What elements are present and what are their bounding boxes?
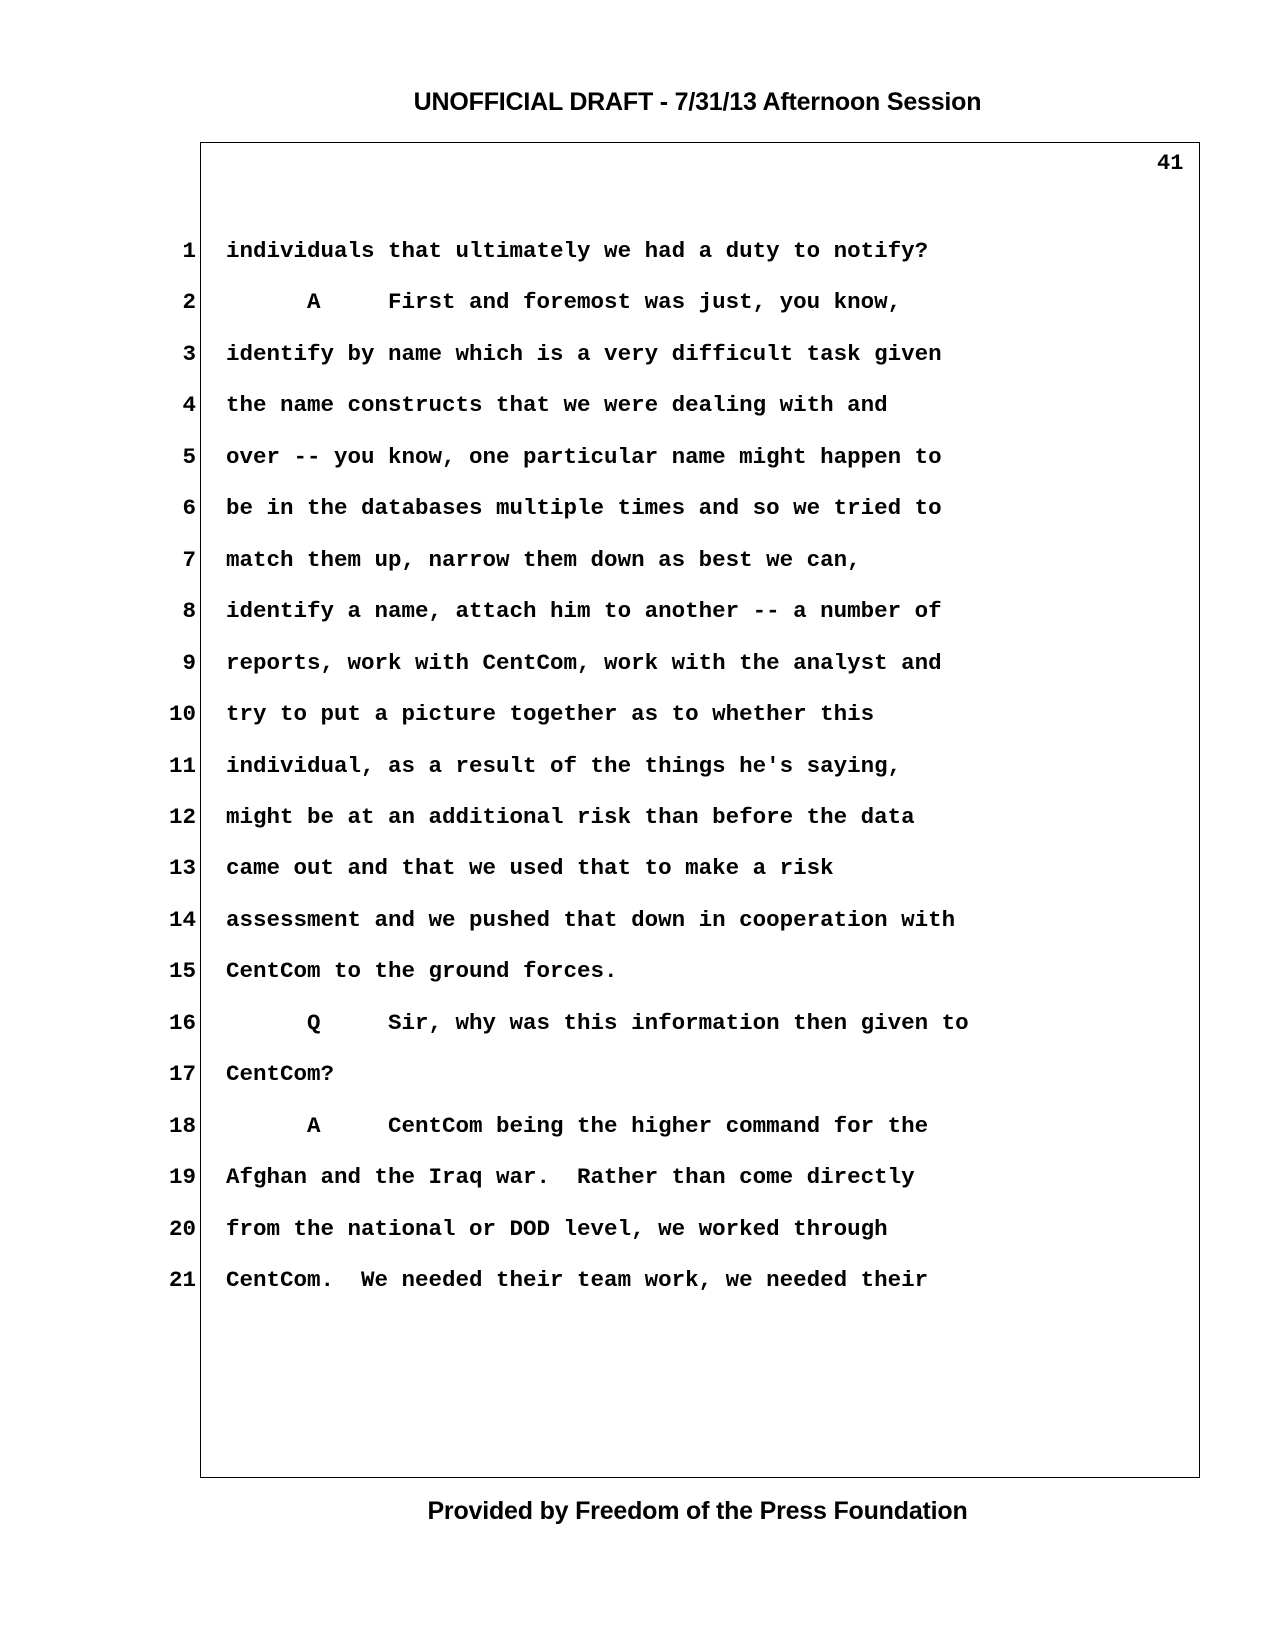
transcript-line	[0, 741, 1275, 791]
page-number: 41	[1157, 151, 1184, 176]
line-number: 10	[168, 701, 196, 728]
line-number: 15	[168, 958, 196, 985]
line-text: reports, work with CentCom, work with the analyst and	[226, 649, 942, 676]
line-text: A CentCom being the higher command for the	[226, 1112, 929, 1139]
line-number: 7	[182, 546, 196, 573]
line-number: 5	[182, 443, 196, 470]
transcript-line	[0, 432, 1275, 482]
line-text: CentCom to the ground forces.	[226, 958, 618, 985]
line-text: A First and foremost was just, you know,	[226, 289, 902, 316]
document-footer: Provided by Freedom of the Press Foundation	[427, 1497, 968, 1525]
line-text: individual, as a result of the things he's saying,	[226, 752, 902, 779]
line-text: from the national or DOD level, we worked through	[226, 1215, 888, 1242]
line-number: 13	[168, 855, 196, 882]
transcript-line	[0, 1255, 1275, 1305]
line-text: came out and that we used that to make a risk	[226, 855, 834, 882]
line-text: Q Sir, why was this information then given to	[226, 1009, 969, 1036]
line-number: 14	[168, 906, 196, 933]
line-text: try to put a picture together as to whether this	[226, 701, 875, 728]
line-text: identify by name which is a very difficult task given	[226, 340, 942, 367]
line-text: over -- you know, one particular name might happen to	[226, 443, 942, 470]
transcript-line	[0, 1152, 1275, 1202]
transcript-line	[0, 895, 1275, 945]
line-text: individuals that ultimately we had a duty to notify?	[226, 238, 929, 264]
transcript-line	[0, 1101, 1275, 1151]
transcript-line	[0, 586, 1275, 636]
transcript-line	[0, 483, 1275, 533]
line-text: identify a name, attach him to another -- a number of	[226, 598, 942, 625]
line-text: match them up, narrow them down as best we can,	[226, 546, 861, 573]
line-text: Afghan and the Iraq war. Rather than come directly	[226, 1164, 915, 1191]
transcript-line	[0, 329, 1275, 379]
transcript-line	[0, 843, 1275, 893]
line-text: CentCom?	[226, 1061, 335, 1088]
line-number: 1	[182, 238, 196, 264]
transcript-line	[0, 946, 1275, 996]
line-number: 17	[168, 1061, 196, 1088]
line-number: 6	[182, 495, 196, 522]
line-number: 19	[168, 1164, 196, 1191]
line-text: be in the databases multiple times and so we tried to	[226, 495, 942, 522]
line-number: 2	[182, 289, 196, 316]
transcript-line	[0, 226, 1275, 276]
line-text: the name constructs that we were dealing with and	[226, 392, 888, 419]
transcript-line	[0, 638, 1275, 688]
transcript-line	[0, 998, 1275, 1048]
line-number: 21	[168, 1267, 196, 1293]
transcript-line	[0, 277, 1275, 327]
line-text: assessment and we pushed that down in cooperation with	[226, 906, 956, 933]
transcript-line	[0, 689, 1275, 739]
transcript-line	[0, 535, 1275, 585]
line-number: 12	[168, 803, 196, 830]
line-number: 16	[168, 1009, 196, 1036]
line-number: 18	[168, 1112, 196, 1139]
document-header: UNOFFICIAL DRAFT - 7/31/13 Afternoon Session	[413, 88, 982, 116]
line-number: 3	[182, 340, 196, 367]
transcript-line	[0, 380, 1275, 430]
transcript-line	[0, 792, 1275, 842]
line-number: 4	[182, 392, 196, 419]
line-number: 8	[182, 598, 196, 625]
transcript-line	[0, 1049, 1275, 1099]
line-number: 20	[168, 1215, 196, 1242]
line-number: 11	[168, 752, 196, 779]
line-text: might be at an additional risk than before the data	[226, 803, 915, 830]
line-number: 9	[182, 649, 196, 676]
line-text: CentCom. We needed their team work, we needed their	[226, 1267, 929, 1293]
transcript-line	[0, 1204, 1275, 1254]
